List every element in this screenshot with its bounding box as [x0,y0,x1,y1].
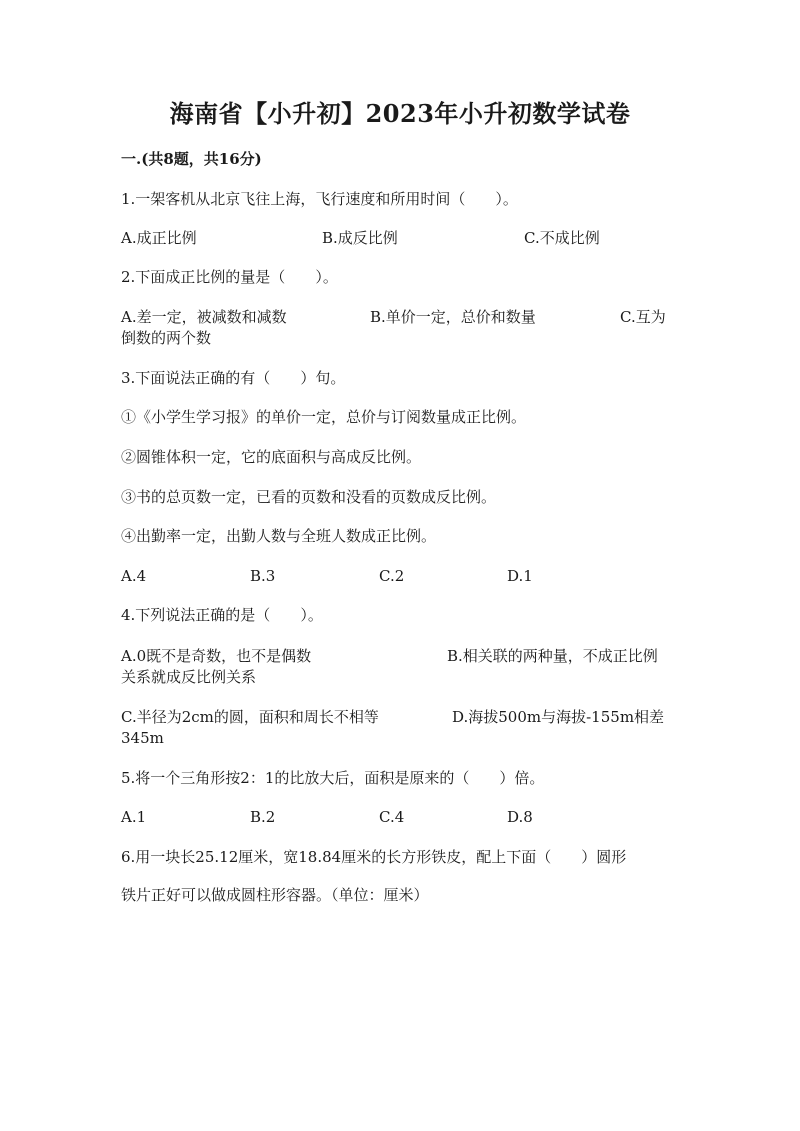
question-3-statement-1: ①《小学生学习报》的单价一定，总价与订阅数量成正比例。 [121,408,527,426]
question-3-option-d: D.1 [507,567,533,585]
question-4-option-b: B.相关联的两种量，不成正比例 [447,647,658,665]
page-title: 海南省【小升初】2023年小升初数学试卷 [169,99,631,128]
question-5-option-d: D.8 [507,808,533,826]
question-2-option-c: C.互为 [620,308,666,326]
section-header: 一.(共8题，共16分) [121,150,262,168]
question-4-option-b-continued: 关系就成反比例关系 [121,668,257,686]
question-3-option-c: C.2 [379,567,405,585]
question-1-option-c: C.不成比例 [524,229,600,247]
question-3-statement-4: ④出勤率一定，出勤人数与全班人数成正比例。 [121,527,437,545]
question-5-option-b: B.2 [250,808,276,826]
question-3-statement-2: ②圆锥体积一定，它的底面积与高成反比例。 [121,448,422,466]
question-3-option-a: A.4 [121,567,147,585]
question-2-option-c-continued: 倒数的两个数 [121,329,212,347]
question-5-stem: 5.将一个三角形按2：1的比放大后，面积是原来的（ ）倍。 [121,769,545,787]
question-4-option-a: A.0既不是奇数，也不是偶数 [121,647,312,665]
question-4-option-d-continued: 345m [121,729,164,747]
question-4-stem: 4.下列说法正确的是（ ）。 [121,606,323,624]
question-6-stem-line-1: 6.用一块长25.12厘米，宽18.84厘米的长方形铁皮，配上下面（ ）圆形 [121,848,627,866]
question-6-stem-line-2: 铁片正好可以做成圆柱形容器。（单位：厘米） [121,886,429,904]
question-5-option-c: C.4 [379,808,405,826]
question-3-statement-3: ③书的总页数一定，已看的页数和没看的页数成反比例。 [121,488,497,506]
question-3-option-b: B.3 [250,567,276,585]
question-2-option-a: A.差一定，被减数和减数 [121,308,287,326]
question-1-option-a: A.成正比例 [121,229,197,247]
question-4-option-c: C.半径为2cm的圆，面积和周长不相等 [121,708,379,726]
question-1-option-b: B.成反比例 [322,229,398,247]
question-4-option-d: D.海拔500m与海拔-155m相差 [452,708,665,726]
question-3-stem: 3.下面说法正确的有（ ）句。 [121,369,346,387]
question-5-option-a: A.1 [121,808,147,826]
question-1-stem: 1.一架客机从北京飞往上海，飞行速度和所用时间（ ）。 [121,190,518,208]
question-2-stem: 2.下面成正比例的量是（ ）。 [121,268,338,286]
question-2-option-b: B.单价一定，总价和数量 [370,308,536,326]
